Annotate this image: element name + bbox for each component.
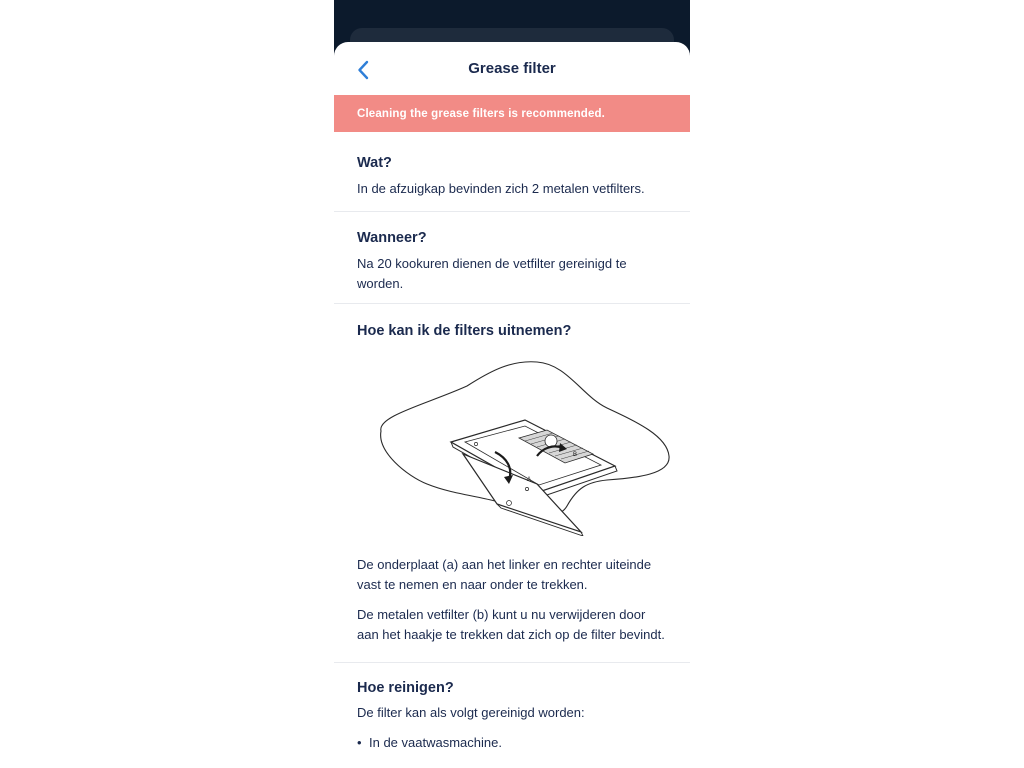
phone-screen bbox=[334, 0, 690, 768]
section-reinigen bbox=[334, 663, 690, 753]
section-title: Hoe reinigen? bbox=[357, 680, 454, 696]
section-title: Wat? bbox=[357, 155, 392, 171]
modal-sheet bbox=[334, 42, 690, 768]
list-item bbox=[357, 733, 667, 753]
header bbox=[334, 42, 690, 95]
label-a: A bbox=[527, 477, 532, 483]
section-text: Na 20 kookuren dienen de vetfilter gereinigd te worden. bbox=[357, 256, 627, 291]
section-wat bbox=[334, 132, 690, 212]
section-wanneer bbox=[334, 212, 690, 304]
section-title: Hoe kan ik de filters uitnemen? bbox=[357, 323, 572, 339]
removal-step-1: De onderplaat (a) aan het linker en rechter uiteinde vast te nemen en naar onder te trekken. bbox=[357, 557, 652, 592]
section-title: Wanneer? bbox=[357, 230, 427, 246]
page-title: Grease filter bbox=[468, 60, 556, 77]
bullet-icon: • bbox=[357, 735, 362, 750]
removal-step-2: De metalen vetfilter (b) kunt u nu verwijderen door aan het haakje te trekken dat zich op de filter bevindt. bbox=[357, 607, 665, 642]
back-button[interactable] bbox=[352, 58, 374, 82]
section-filter-removal bbox=[334, 304, 690, 663]
section-text: De filter kan als volgt gereinigd worden: bbox=[357, 705, 585, 720]
chevron-left-icon bbox=[357, 60, 369, 80]
recommendation-alert: Cleaning the grease filters is recommended. bbox=[334, 95, 690, 132]
cooker-hood-filter-removal-illustration bbox=[367, 356, 677, 536]
section-text: In de afzuigkap bevinden zich 2 metalen vetfilters. bbox=[357, 181, 645, 196]
list-item-text: In de vaatwasmachine. bbox=[369, 735, 502, 750]
label-b: B bbox=[573, 452, 578, 458]
